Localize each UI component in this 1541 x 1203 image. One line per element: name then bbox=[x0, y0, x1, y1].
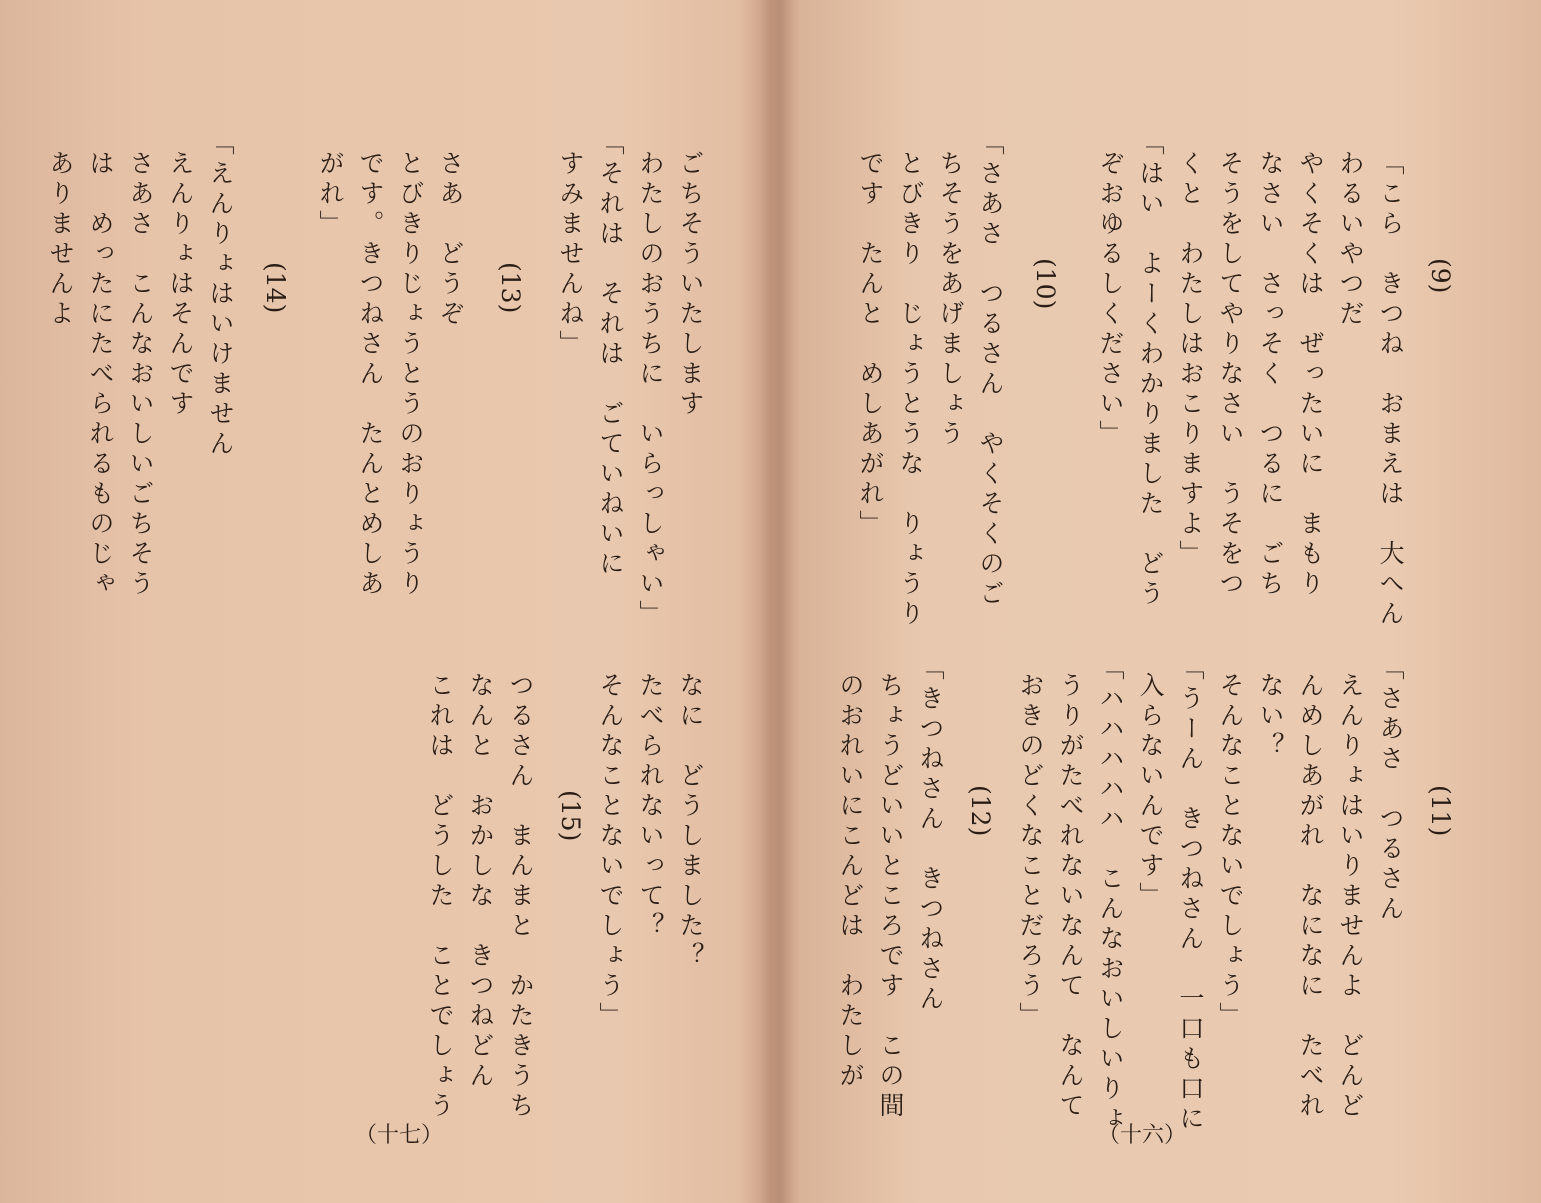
section-number-12: (12) bbox=[966, 785, 995, 837]
text-line: ぞおゆるしください」 bbox=[1096, 150, 1125, 450]
text-line: とびきり じょうとうな りょうり bbox=[896, 150, 925, 630]
text-line: は めったにたべられるものじゃ bbox=[86, 150, 115, 600]
section-number-9: (9) bbox=[1426, 258, 1455, 294]
text-line: 「うーん きつねさん 一口も口に bbox=[1176, 655, 1205, 1135]
text-line: ありませんよ bbox=[46, 150, 75, 330]
text-line: そんなことないでしょう」 bbox=[1216, 672, 1245, 1032]
text-line: のおれいにこんどは わたしが bbox=[836, 672, 865, 1092]
page-number: （十六） bbox=[1098, 1123, 1187, 1148]
text-line: です。きつねさん たんとめしあ bbox=[356, 150, 385, 600]
text-line: 「さあさ つるさん やくそくのご bbox=[976, 130, 1005, 610]
text-line: すみませんね」 bbox=[556, 150, 585, 360]
text-line: そんなことないでしょう」 bbox=[596, 672, 625, 1032]
text-line: おきのどくなことだろう」 bbox=[1016, 672, 1045, 1032]
page-seventeen bbox=[0, 0, 770, 1203]
text-line: さあ どうぞ bbox=[436, 150, 465, 330]
text-line: 「はい よーくわかりました どう bbox=[1136, 130, 1165, 610]
section-number-13: (13) bbox=[496, 262, 525, 314]
text-line: やくそくは ぜったいに まもり bbox=[1296, 150, 1325, 600]
text-line: つるさん まんまと かたきうち bbox=[506, 672, 535, 1122]
text-line: うりがたべれないなんて なんて bbox=[1056, 672, 1085, 1122]
text-line: ちそうをあげましょう bbox=[936, 150, 965, 450]
text-line: ない？ bbox=[1256, 672, 1285, 762]
text-line: さあさ こんなおいしいごちそう bbox=[126, 150, 155, 600]
text-line: んめしあがれ なになに たべれ bbox=[1296, 672, 1325, 1122]
text-line: 「こら きつね おまえは 大へん bbox=[1376, 150, 1405, 630]
text-line: ごちそういたします bbox=[676, 150, 705, 420]
text-line: そうをしてやりなさい うそをつ bbox=[1216, 150, 1245, 600]
text-line: えんりょはそんです bbox=[166, 150, 195, 420]
text-line: なに どうしました？ bbox=[676, 672, 705, 972]
text-line: くと わたしはおこりますよ」 bbox=[1176, 150, 1205, 570]
page-sixteen bbox=[780, 0, 1541, 1203]
text-line: 「さあさ つるさん bbox=[1376, 655, 1405, 925]
section-number-11: (11) bbox=[1426, 785, 1455, 837]
text-line: 「それは それは ごていねいに bbox=[596, 130, 625, 580]
section-number-10: (10) bbox=[1031, 258, 1060, 310]
text-line: 「ハハハハハ こんなおいしいりょ bbox=[1096, 655, 1125, 1135]
text-line: です たんと めしあがれ」 bbox=[856, 150, 885, 540]
text-line: わたしのおうちに いらっしゃい」 bbox=[636, 150, 665, 630]
text-line: とびきりじょうとうのおりょうり bbox=[396, 150, 425, 600]
text-line: なんと おかしな きつねどん bbox=[466, 672, 495, 1092]
text-line: えんりょはいりませんよ どんど bbox=[1336, 672, 1365, 1122]
text-line: なさい さっそく つるに ごち bbox=[1256, 150, 1285, 600]
page-number: （十七） bbox=[355, 1123, 444, 1148]
section-number-14: (14) bbox=[261, 262, 290, 314]
text-line: 入らないんです」 bbox=[1136, 672, 1165, 912]
text-line: たべられないって？ bbox=[636, 672, 665, 942]
text-line: わるいやつだ bbox=[1336, 150, 1365, 330]
text-line: 「えんりょはいけません bbox=[206, 130, 235, 460]
text-line: 「きつねさん きつねさん bbox=[916, 655, 945, 1015]
text-line: これは どうした ことでしょう bbox=[426, 672, 455, 1122]
text-line: ちょうどいいところです この間 bbox=[876, 672, 905, 1122]
section-number-15: (15) bbox=[556, 790, 585, 842]
text-line: がれ」 bbox=[316, 150, 345, 240]
